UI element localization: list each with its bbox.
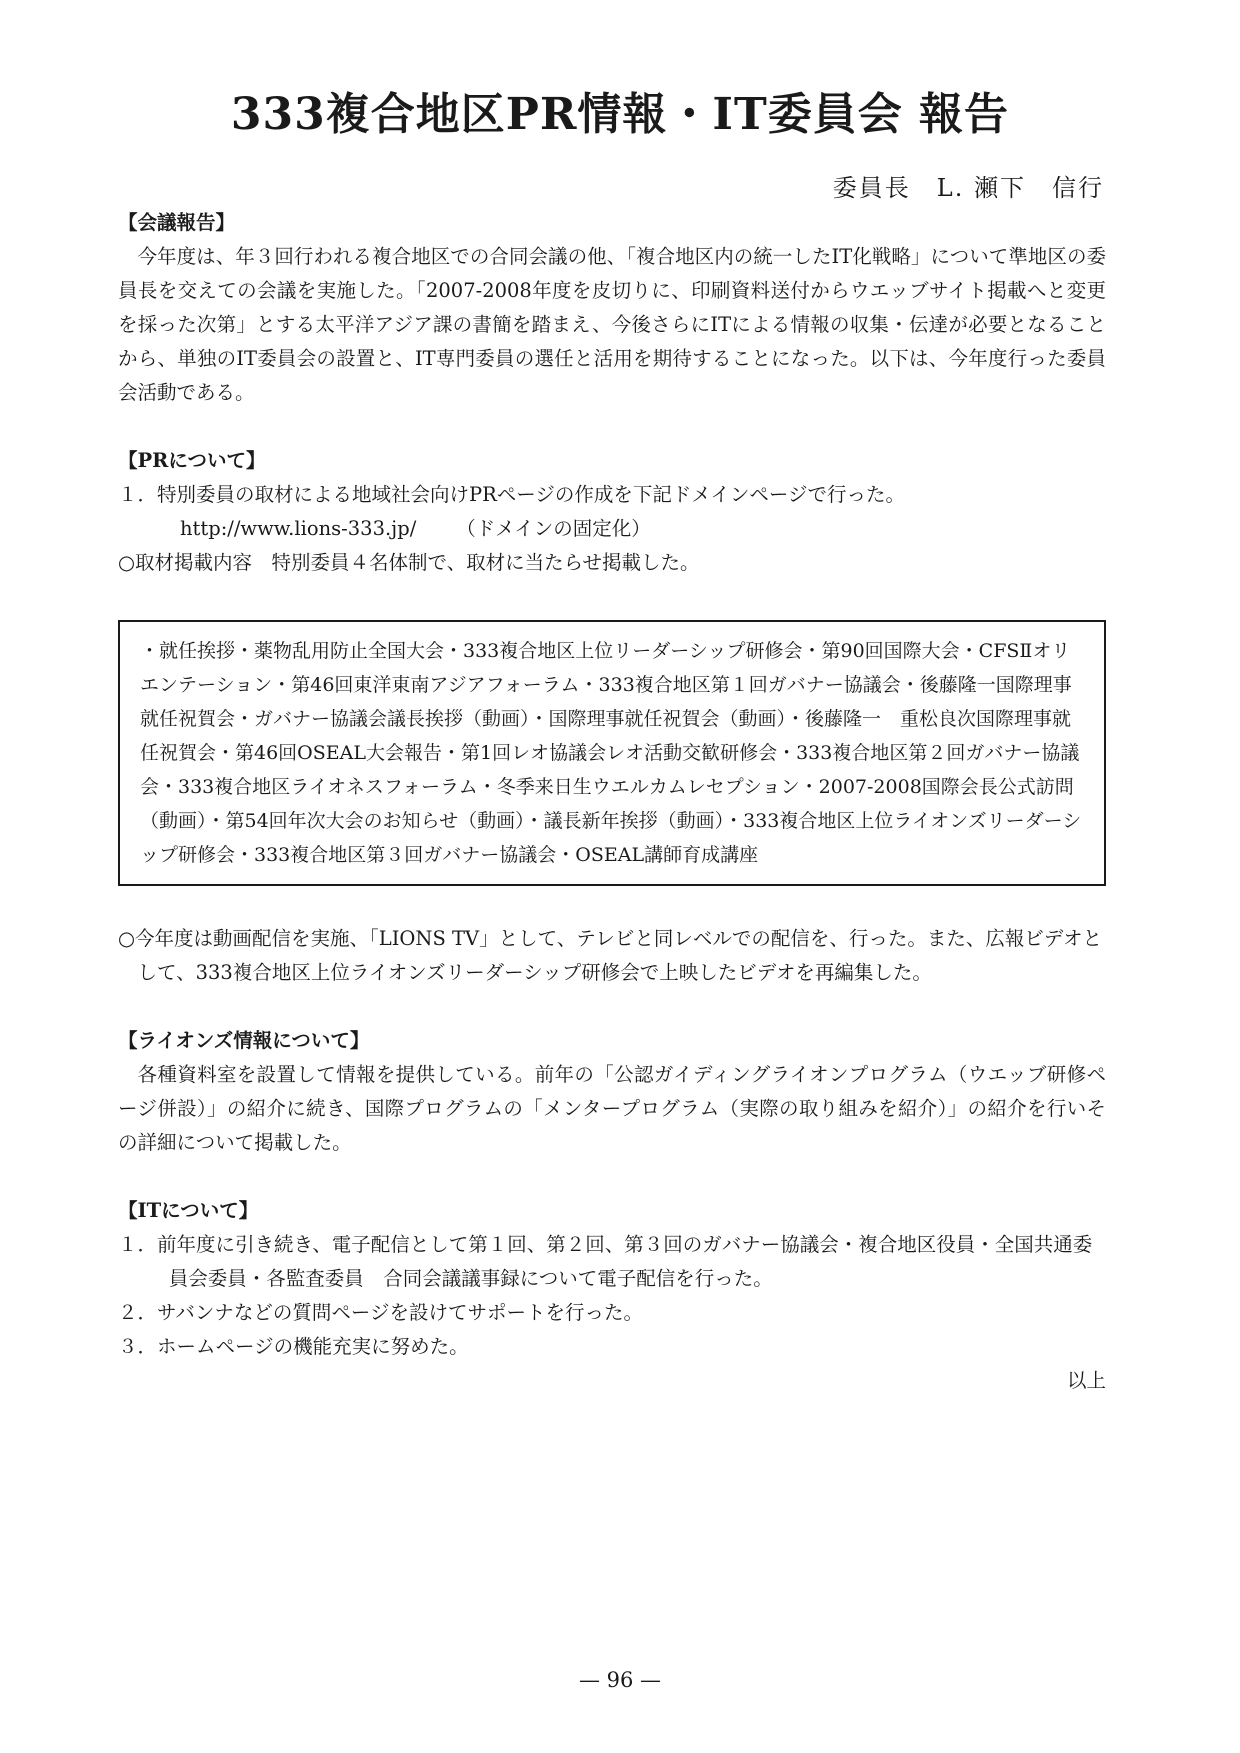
report-body <box>118 206 1106 1398</box>
coverage-list-box: ・就任挨拶・薬物乱用防止全国大会・333複合地区上位リーダーシップ研修会・第90回国際大会・CFSⅡオリエンテーション・第46回東洋東南アジアフォーラム・333複合地区第１回ガバナー協議会・後藤隆一国際理事就任祝賀会・ガバナー協議会議長挨拶（動画）・国際理事就任祝賀会（動画）・後藤隆一 重松良次国際理事就任祝賀会・第46回OSEAL大会報告・第1回レオ協議会レオ活動交歓研修会・333複合地区第２回ガバナー協議会・333複合地区ライオネスフォーラム・冬季来日生ウエルカムレセプション・2007-2008国際会長公式訪問（動画）・第54回年次大会のお知らせ（動画）・議長新年挨拶（動画）・333複合地区上位ライオンズリーダーシップ研修会・333複合地区第３回ガバナー協議会・OSEAL講師育成講座 <box>118 620 1106 886</box>
lions-info-paragraph: 各種資料室を設置して情報を提供している。前年の「公認ガイディングライオンプログラム（ウエッブ研修ページ併設）」の紹介に続き、国際プログラムの「メンタープログラム（実際の取り組みを紹介）」の紹介を行いその詳細について掲載した。 <box>118 1063 1106 1154</box>
domain-url-note: （ドメインの固定化） <box>456 517 651 540</box>
closing-mark: 以上 <box>1066 1369 1106 1392</box>
spacer <box>118 410 1106 444</box>
domain-url-link[interactable]: http://www.lions-333.jp/ <box>180 517 417 540</box>
page-title: 333複合地区PR情報・IT委員会 報告 <box>230 89 1010 140</box>
it-item-2: ２．サバンナなどの質問ページを設けてサポートを行った。 <box>118 1301 643 1324</box>
author-line: 委員長 L. 瀬下 信行 <box>832 174 1104 202</box>
page-number: — 96 — <box>578 1668 662 1692</box>
lions-info-heading: 【ライオンズ情報について】 <box>118 1029 370 1052</box>
it-item-3: ３．ホームページの機能充実に努めた。 <box>118 1335 469 1358</box>
spacer <box>118 990 1106 1024</box>
pr-coverage-note: ○取材掲載内容 特別委員４名体制で、取材に当たらせ掲載した。 <box>118 551 700 574</box>
video-note: ○今年度は動画配信を実施、「LIONS TV」として、テレビと同レベルでの配信を、行った。また、広報ビデオとして、333複合地区上位ライオンズリーダーシップ研修会で上映したビデオを再編集した。 <box>118 927 1102 984</box>
meeting-heading: 【会議報告】 <box>118 211 236 234</box>
spacer <box>118 1160 1106 1194</box>
pr-heading: 【PRについて】 <box>118 449 266 472</box>
pr-url-line <box>118 512 1106 546</box>
meeting-paragraph: 今年度は、年３回行われる複合地区での合同会議の他、「複合地区内の統一したIT化戦略」について準地区の委員長を交えての会議を実施した。「2007-2008年度を皮切りに、印刷資料送付からウエッブサイト掲載へと変更を採った次第」とする太平洋アジア課の書簡を踏まえ、今後さらにITによる情報の収集・伝達が必要となることから、単独のIT委員会の設置と、IT専門委員の選任と活用を期待することになった。以下は、今年度行った委員会活動である。 <box>118 245 1106 404</box>
it-heading: 【ITについて】 <box>118 1199 259 1222</box>
it-item-1: １．前年度に引き続き、電子配信として第１回、第２回、第３回のガバナー協議会・複合地区役員・全国共通委員会委員・各監査委員 合同会議議事録について電子配信を行った。 <box>118 1233 1093 1290</box>
pr-item-1: １．特別委員の取材による地域社会向けPRページの作成を下記ドメインページで行った。 <box>118 483 905 506</box>
